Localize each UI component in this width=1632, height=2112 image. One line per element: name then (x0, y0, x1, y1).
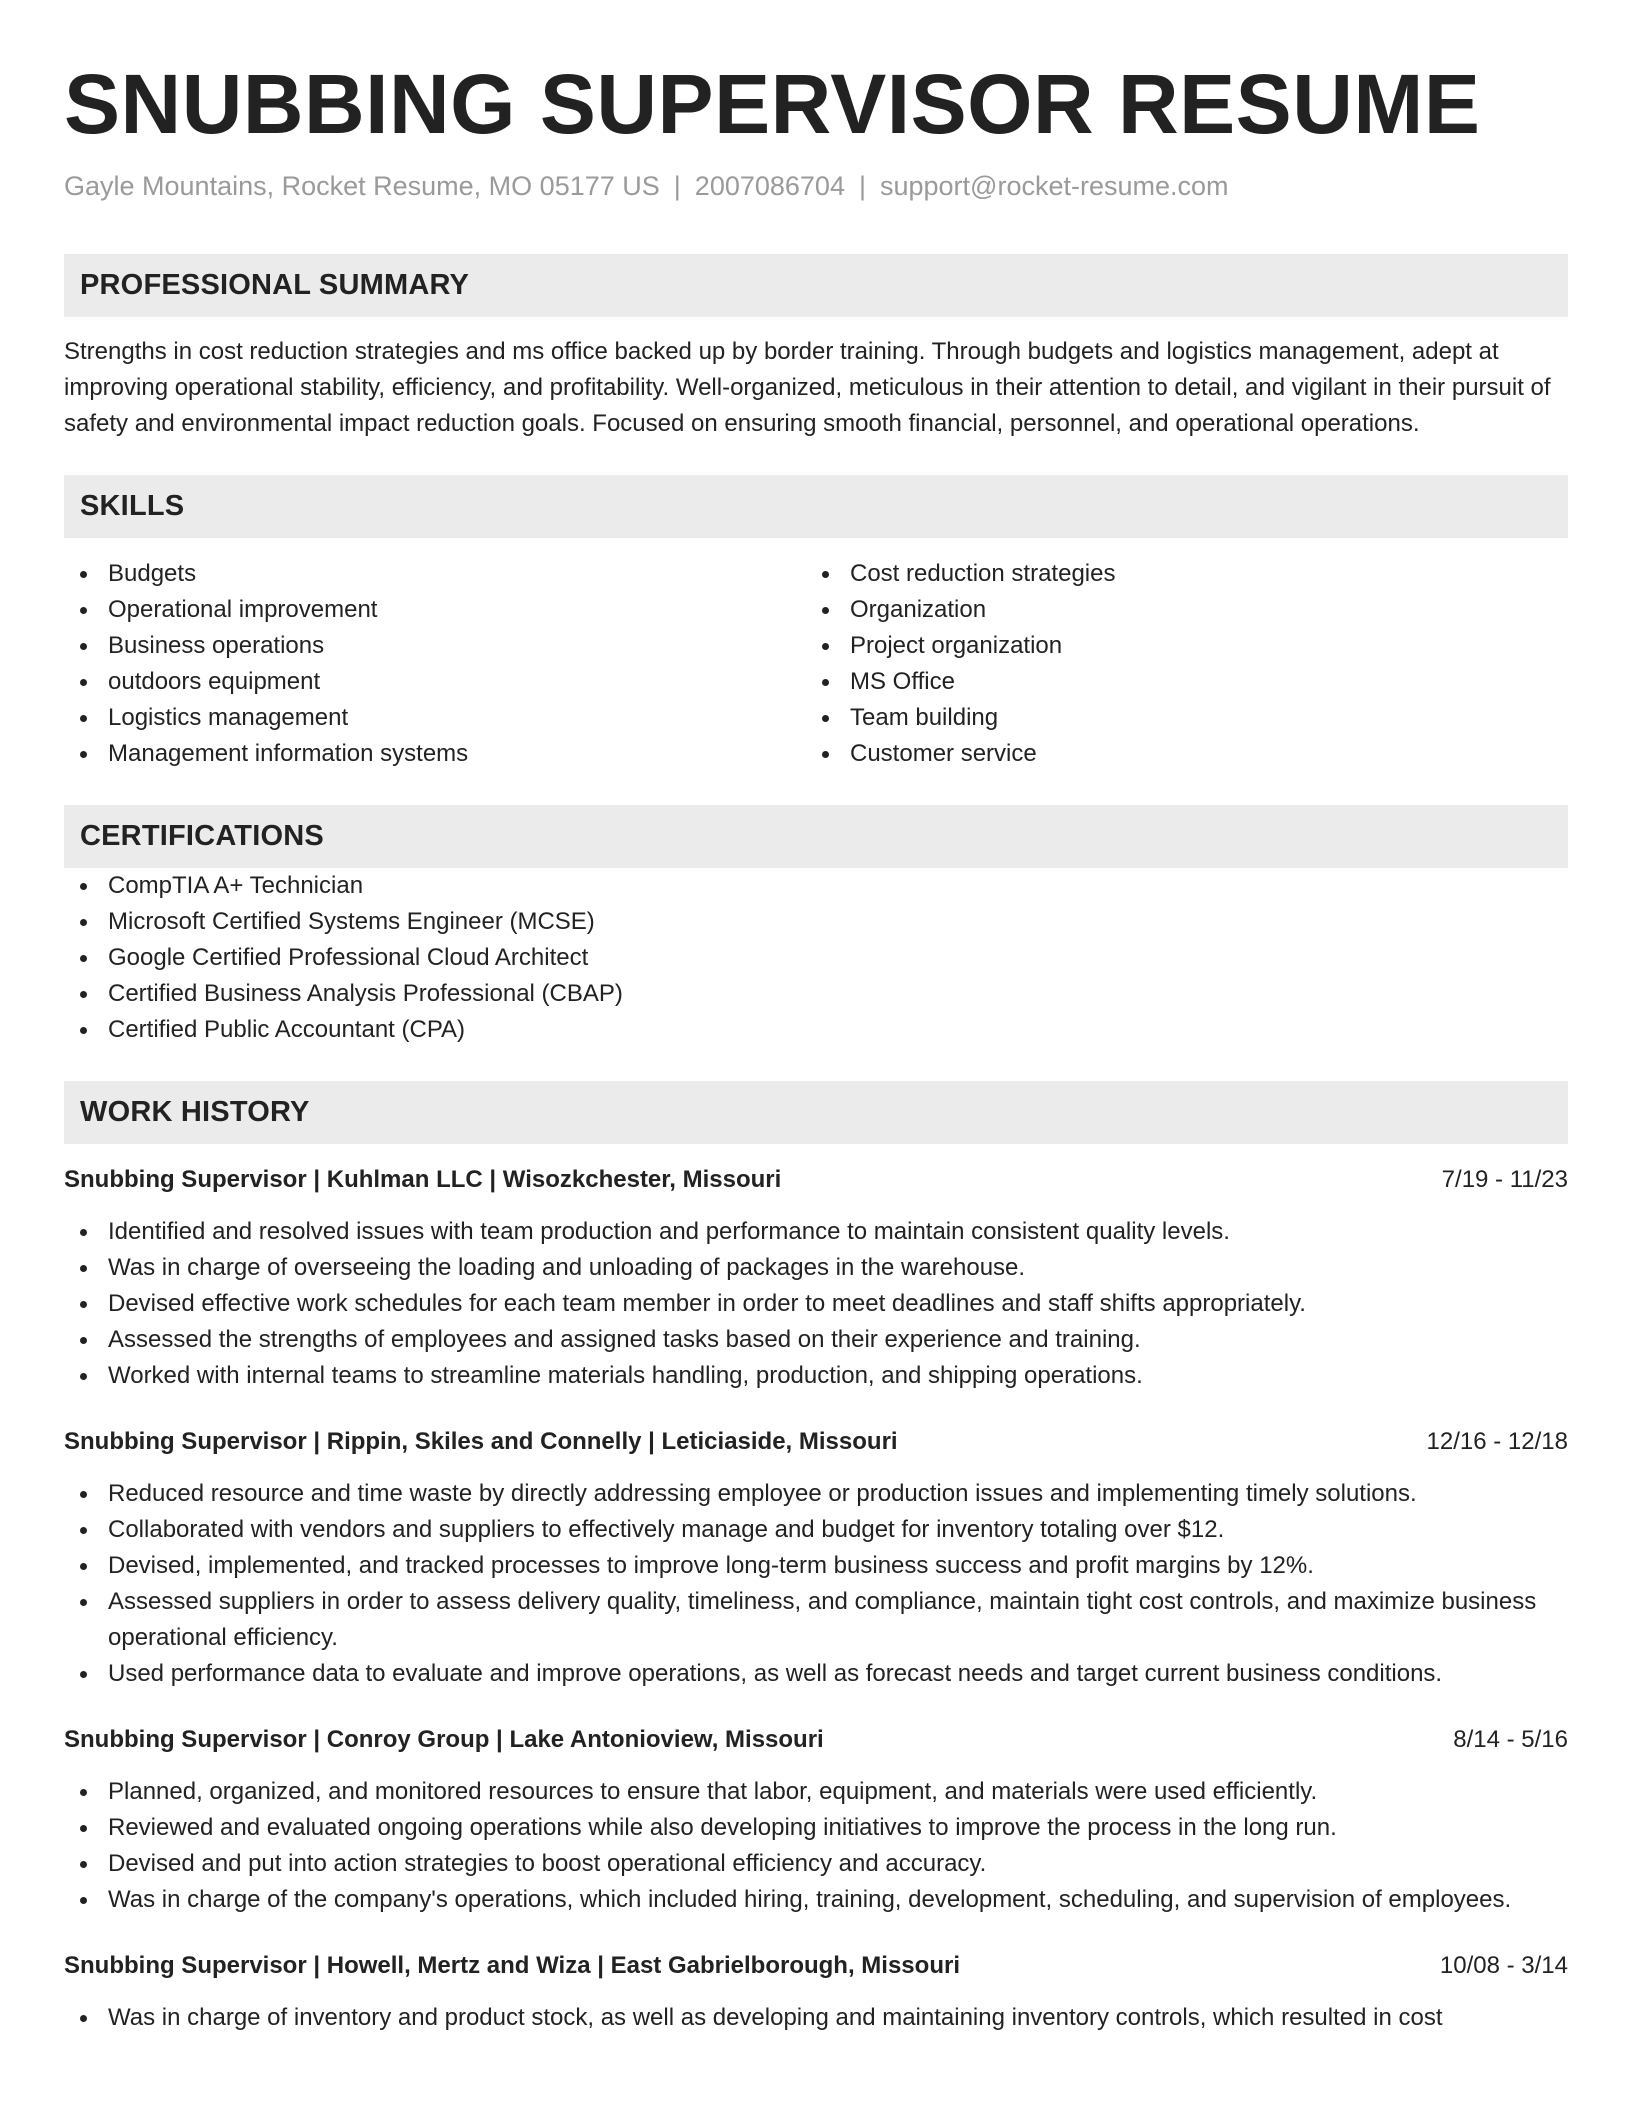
certification-item: Certified Public Accountant (CPA) (64, 1012, 1568, 1048)
skills-column-right (806, 556, 1548, 772)
certification-item: Google Certified Professional Cloud Architect (64, 940, 1568, 976)
job-bullet: Assessed the strengths of employees and assigned tasks based on their experience and training. (64, 1322, 1568, 1358)
contact-phone: 2007086704 (694, 171, 845, 201)
summary-text: Strengths in cost reduction strategies and ms office backed up by border training. Through budgets and logistics management, adept at improving operational stability, efficiency, and profitability. Well-organized, meticulous in their attention to detail, and vigilant in their pursuit of safety and environmental impact reduction goals. Focused on ensuring smooth financial, personnel, and operational operations. (64, 338, 1551, 437)
skill-item: Cost reduction strategies (806, 556, 1548, 592)
contact-line (64, 168, 1568, 204)
skill-item: Project organization (806, 628, 1548, 664)
job-bullets (64, 1476, 1568, 1692)
job-title: Snubbing Supervisor | Howell, Mertz and Wiza | East Gabrielborough, Missouri (64, 1952, 960, 1979)
skill-item: Team building (806, 700, 1548, 736)
contact-email: support@rocket-resume.com (879, 171, 1229, 201)
job-bullet: Reduced resource and time waste by directly addressing employee or production issues and implementing timely solutions. (64, 1476, 1568, 1512)
job-bullet: Assessed suppliers in order to assess delivery quality, timeliness, and compliance, maintain tight cost controls, and maximize business operational efficiency. (64, 1584, 1568, 1656)
job-entry (64, 1424, 1568, 1692)
job-bullet: Reviewed and evaluated ongoing operations while also developing initiatives to improve the process in the long run. (64, 1810, 1568, 1846)
job-bullet: Devised, implemented, and tracked processes to improve long-term business success and profit margins by 12%. (64, 1548, 1568, 1584)
job-bullet: Planned, organized, and monitored resources to ensure that labor, equipment, and materials were used efficiently. (64, 1774, 1568, 1810)
skill-item: Customer service (806, 736, 1548, 772)
job-title: Snubbing Supervisor | Kuhlman LLC | Wisozkchester, Missouri (64, 1166, 782, 1193)
job-header (64, 1162, 1568, 1198)
job-entry (64, 1722, 1568, 1918)
certification-item: Certified Business Analysis Professional (CBAP) (64, 976, 1568, 1012)
job-bullet: Devised effective work schedules for each team member in order to meet deadlines and staff shifts appropriately. (64, 1286, 1568, 1322)
job-bullet: Identified and resolved issues with team production and performance to maintain consistent quality levels. (64, 1214, 1568, 1250)
job-bullet: Collaborated with vendors and suppliers to effectively manage and budget for inventory totaling over $12. (64, 1512, 1568, 1548)
job-entry (64, 1948, 1568, 2036)
job-entry (64, 1162, 1568, 1394)
job-title: Snubbing Supervisor | Conroy Group | Lake Antonioview, Missouri (64, 1726, 824, 1753)
skill-item: Logistics management (64, 700, 806, 736)
job-dates: 8/14 - 5/16 (1453, 1726, 1568, 1753)
job-dates: 7/19 - 11/23 (1441, 1166, 1568, 1193)
job-dates: 10/08 - 3/14 (1439, 1952, 1568, 1979)
job-bullets (64, 1774, 1568, 1918)
job-bullet: Was in charge of inventory and product stock, as well as developing and maintaining inventory controls, which resulted in cost (64, 2000, 1568, 2036)
skill-item: Organization (806, 592, 1548, 628)
job-bullet: Devised and put into action strategies to boost operational efficiency and accuracy. (64, 1846, 1568, 1882)
job-bullets (64, 2000, 1568, 2036)
skill-item: outdoors equipment (64, 664, 806, 700)
section-heading-work-history: WORK HISTORY (64, 1081, 1568, 1144)
skill-item: Management information systems (64, 736, 806, 772)
contact-separator: | (673, 171, 681, 201)
job-bullet: Was in charge of the company's operations, which included hiring, training, development, scheduling, and supervision of employees. (64, 1882, 1568, 1918)
resume-title: SNUBBING SUPERVISOR RESUME (64, 57, 1481, 151)
section-heading-certifications: CERTIFICATIONS (64, 805, 1568, 868)
section-heading-summary: PROFESSIONAL SUMMARY (64, 254, 1568, 317)
skill-item: Budgets (64, 556, 806, 592)
contact-address: Gayle Mountains, Rocket Resume, MO 05177 US (64, 171, 660, 201)
skill-item: MS Office (806, 664, 1548, 700)
contact-separator: | (858, 171, 866, 201)
job-header (64, 1722, 1568, 1758)
job-bullets (64, 1214, 1568, 1394)
skills-column-left (64, 556, 806, 772)
job-bullet: Worked with internal teams to streamline materials handling, production, and shipping operations. (64, 1358, 1568, 1394)
skills-grid (64, 556, 1568, 772)
job-dates: 12/16 - 12/18 (1426, 1428, 1568, 1455)
job-header (64, 1948, 1568, 1984)
certifications-list (64, 868, 1568, 1048)
skill-item: Operational improvement (64, 592, 806, 628)
skill-item: Business operations (64, 628, 806, 664)
job-title: Snubbing Supervisor | Rippin, Skiles and Connelly | Leticiaside, Missouri (64, 1428, 898, 1455)
certification-item: Microsoft Certified Systems Engineer (MCSE) (64, 904, 1568, 940)
skills-list-left (64, 556, 806, 772)
certification-item: CompTIA A+ Technician (64, 868, 1568, 904)
job-bullet: Was in charge of overseeing the loading and unloading of packages in the warehouse. (64, 1250, 1568, 1286)
skills-list-right (806, 556, 1548, 772)
job-bullet: Used performance data to evaluate and improve operations, as well as forecast needs and target current business conditions. (64, 1656, 1568, 1692)
section-heading-skills: SKILLS (64, 475, 1568, 538)
job-header (64, 1424, 1568, 1460)
